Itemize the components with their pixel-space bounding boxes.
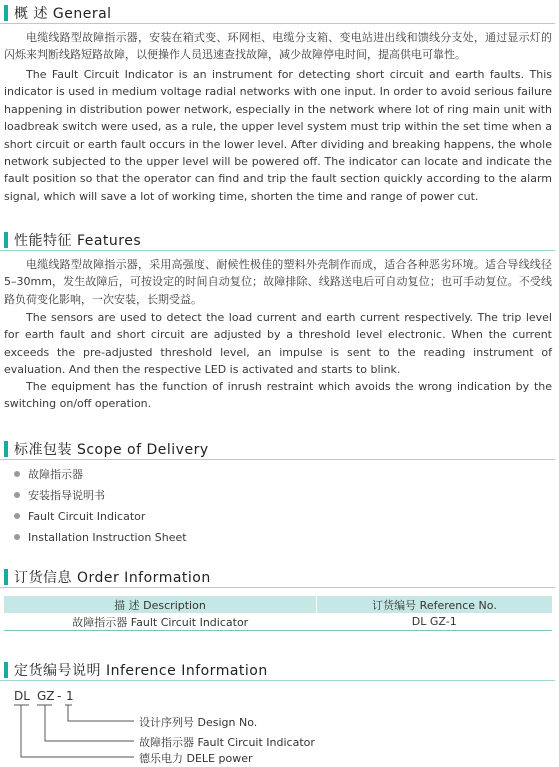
list-item-label: Fault Circuit Indicator [28,510,146,523]
section-header-order [0,566,559,588]
delivery-list [14,466,187,550]
cell-reference: DL GZ-1 [317,613,553,631]
features-paragraph-en-1: The sensors are used to detect the load current and earth current respectively. The trip level for earth fault and short circuit are adjusted by a threshold level electronic. When the current exceeds the pre-adjusted threshold level, an impulse is sent to the reading instrument of evaluation. And then the respective LED is activated and starts to blink. [4,311,552,377]
general-paragraph-cn: 电缆线路型故障指示器，安装在箱式变、环网柜、电缆分支箱、变电站进出线和馈线分支处，通过显示灯的闪烁来判断线路短路故障，以便操作人员迅速查找故障，减少故障停电时间，提高供电可靠性。 [4,31,552,62]
section-title-features: 性能特征 Features [14,233,142,249]
section-divider [0,23,555,24]
label-design-no: 设计序列号 Design No. [139,716,258,729]
bullet-icon [14,471,20,477]
section-divider [0,587,555,588]
section-header-general [0,2,559,24]
list-item [14,508,187,529]
code-part-dl: DL [14,689,30,703]
section-marker [4,569,8,585]
section-marker [4,232,8,248]
section-marker [4,441,8,457]
section-marker [4,662,8,678]
section-divider [0,459,555,460]
section-title-delivery: 标准包装 Scope of Delivery [14,442,209,458]
list-item-label: 故障指示器 [28,468,83,481]
section-header-features [0,229,559,251]
bullet-icon [14,534,20,540]
bullet-icon [14,492,20,498]
list-item-label: Installation Instruction Sheet [28,531,187,544]
list-item [14,529,187,550]
cell-description: 故障指示器 Fault Circuit Indicator [4,613,317,631]
section-marker [4,5,8,21]
features-paragraph-en-2: The equipment has the function of inrush restraint which avoids the wrong indication by the switching on/off operation. [4,380,552,411]
order-table [4,596,552,631]
section-divider [0,250,555,251]
features-paragraph-cn: 电缆线路型故障指示器，采用高强度、耐候性极佳的塑料外壳制作而成，适合各种恶劣环境。适合导线线径5–30mm，发生故障后，可按设定的时间自动复位；故障排除、线路送电后可自动复位；也可手动复位。不受线路负荷变化影响，一次安装，长期受益。 [4,258,552,306]
label-fault-circuit-indicator: 故障指示器 Fault Circuit Indicator [139,736,315,749]
section-divider [0,680,555,681]
section-title-order: 订货信息 Order Information [14,570,211,586]
bullet-icon [14,513,20,519]
code-separator: - [57,689,62,703]
code-part-1: 1 [66,689,74,703]
table-row [4,613,552,631]
section-header-inference [0,659,559,681]
column-header-reference: 订货编号 Reference No. [317,596,553,613]
table-header-row [4,596,552,613]
list-item-label: 安装指导说明书 [28,489,105,502]
code-part-gz: GZ [37,689,55,703]
section-title-general: 概 述 General [14,6,112,22]
list-item [14,487,187,508]
column-header-description: 描 述 Description [4,596,317,613]
label-dele-power: 德乐电力 DELE power [139,752,253,765]
general-paragraph-en: The Fault Circuit Indicator is an instrument for detecting short circuit and earth faults. This indicator is used in medium voltage radial networks with one input. In order to avoid serious failure happening in distribution power network, especially in the network where lot of ring main unit with loadbreak switch were used, as a rule, the upper level system must trip within the set time when a short circuit or earth fault occurs in the lower level. After dividing and breaking happens, the whole network subjected to the upper level will be powered off. The indicator can locate and indicate the fault position so that the operator can find and trip the fault section quickly according to the alarm signal, which will save a lot of working time, shorten the time and range of power cut. [4,68,552,203]
list-item [14,466,187,487]
section-header-delivery [0,438,559,460]
section-title-inference: 定货编号说明 Inference Information [14,663,268,679]
